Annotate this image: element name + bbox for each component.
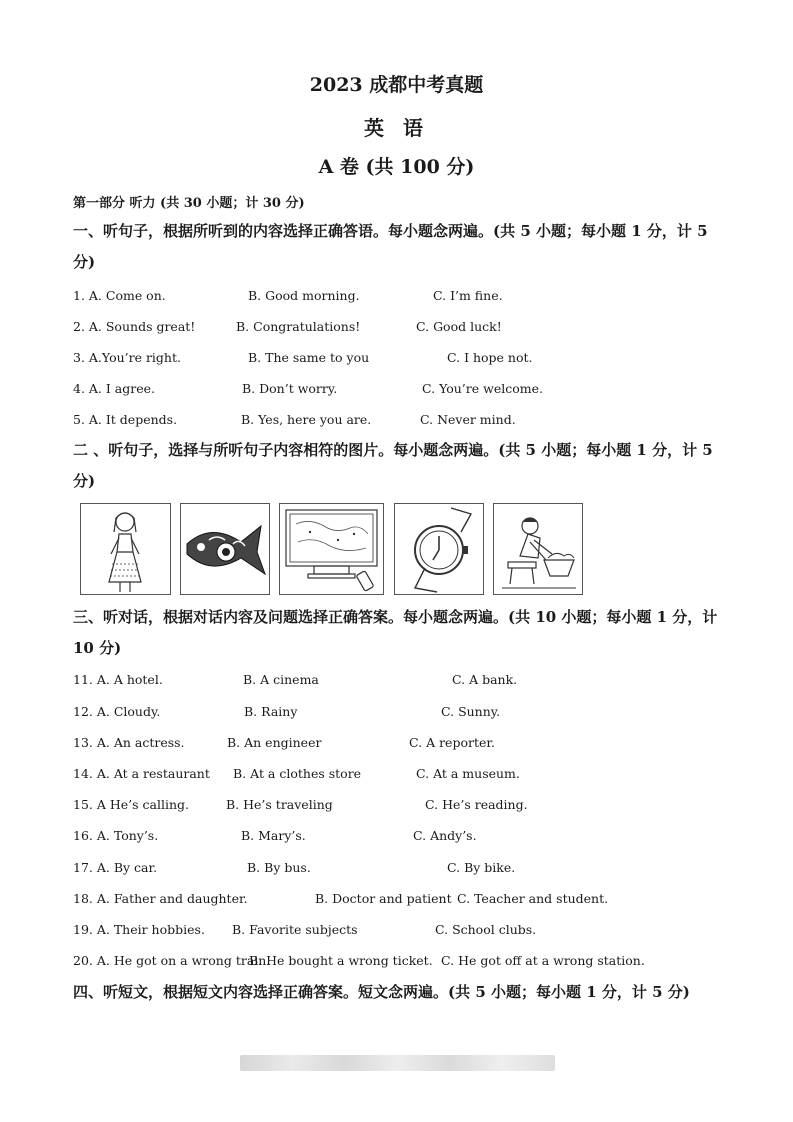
q17-option-c: C. By bike. xyxy=(447,860,516,875)
q1-option-a: 1. A. Come on. xyxy=(73,288,166,303)
q16-option-b: B. Mary’s. xyxy=(241,828,306,843)
q19-option-b: B. Favorite subjects xyxy=(232,922,358,937)
q2-option-b: B. Congratulations! xyxy=(236,319,361,334)
q14-option-b: B. At a clothes store xyxy=(233,766,362,781)
q12-option-c: C. Sunny. xyxy=(441,704,501,719)
q19-option-c: C. School clubs. xyxy=(435,922,537,937)
q12-option-b: B. Rainy xyxy=(244,704,298,719)
q13-option-a: 13. A. An actress. xyxy=(73,735,185,750)
q12-option-a: 12. A. Cloudy. xyxy=(73,704,161,719)
section-three-heading: 三、听对话，根据对话内容及问题选择正确答案。每小题念两遍。(共 10 小题；每小题 1 分，计 10 分) xyxy=(73,608,718,657)
section-one-heading: 一、听句子，根据所听到的内容选择正确答语。每小题念两遍。(共 5 小题；每小题 1 分，计 5 分) xyxy=(73,222,708,271)
q17-option-b: B. By bus. xyxy=(247,860,311,875)
q3-option-c: C. I hope not. xyxy=(447,350,533,365)
q13-option-b: B. An engineer xyxy=(227,735,322,750)
q13-option-c: C. A reporter. xyxy=(409,735,495,750)
q18-option-a: 18. A. Father and daughter. xyxy=(73,891,248,906)
q5-option-c: C. Never mind. xyxy=(420,412,516,427)
q4-option-b: B. Don’t worry. xyxy=(242,381,338,396)
q20-option-b: B. He bought a wrong ticket. xyxy=(249,953,433,968)
q1-option-b: B. Good morning. xyxy=(248,288,360,303)
q16-option-c: C. Andy’s. xyxy=(413,828,477,843)
q16-option-a: 16. A. Tony’s. xyxy=(73,828,159,843)
q3-option-a: 3. A.You’re right. xyxy=(73,350,181,365)
q1-option-c: C. I’m fine. xyxy=(433,288,503,303)
tv-map-icon xyxy=(279,503,384,595)
q2-option-c: C. Good luck! xyxy=(416,319,502,334)
q11-option-b: B. A cinema xyxy=(243,672,319,687)
girl-washing-clothes-icon xyxy=(493,503,583,595)
q11-option-c: C. A bank. xyxy=(452,672,518,687)
q11-option-a: 11. A. A hotel. xyxy=(73,672,163,687)
q15-option-c: C. He’s reading. xyxy=(425,797,528,812)
wristwatch-icon xyxy=(394,503,484,595)
q5-option-b: B. Yes, here you are. xyxy=(241,412,372,427)
subject-title: 英 语 xyxy=(364,116,429,140)
q15-option-b: B. He’s traveling xyxy=(226,797,333,812)
q18-option-b: B. Doctor and patient xyxy=(315,891,452,906)
q14-option-c: C. At a museum. xyxy=(416,766,520,781)
q20-option-c: C. He got off at a wrong station. xyxy=(441,953,645,968)
section-four-heading: 四、听短文，根据短文内容选择正确答案。短文念两遍。(共 5 小题；每小题 1 分，计 5 分) xyxy=(73,983,690,1001)
exam-title: 2023 成都中考真题 xyxy=(309,74,484,96)
q5-option-a: 5. A. It depends. xyxy=(73,412,178,427)
paper-cut-fish-icon xyxy=(180,503,270,595)
q3-option-b: B. The same to you xyxy=(248,350,370,365)
paper-title: A 卷 (共 100 分) xyxy=(318,156,475,178)
q20-option-a: 20. A. He got on a wrong train. xyxy=(73,953,271,968)
q14-option-a: 14. A. At a restaurant xyxy=(73,766,210,781)
q19-option-a: 19. A. Their hobbies. xyxy=(73,922,205,937)
q4-option-c: C. You’re welcome. xyxy=(422,381,543,396)
section-two-heading: 二 、听句子，选择与所听句子内容相符的图片。每小题念两遍。(共 5 小题；每小题 1 分，计 5 分) xyxy=(73,441,713,490)
q2-option-a: 2. A. Sounds great! xyxy=(73,319,196,334)
q18-option-c: C. Teacher and student. xyxy=(457,891,609,906)
girl-in-dress-icon xyxy=(80,503,171,595)
blurred-watermark xyxy=(240,1055,555,1071)
part-one-heading: 第一部分 听力 (共 30 小题；计 30 分) xyxy=(73,196,305,211)
q15-option-a: 15. A He’s calling. xyxy=(73,797,189,812)
q4-option-a: 4. A. I agree. xyxy=(73,381,155,396)
q17-option-a: 17. A. By car. xyxy=(73,860,158,875)
